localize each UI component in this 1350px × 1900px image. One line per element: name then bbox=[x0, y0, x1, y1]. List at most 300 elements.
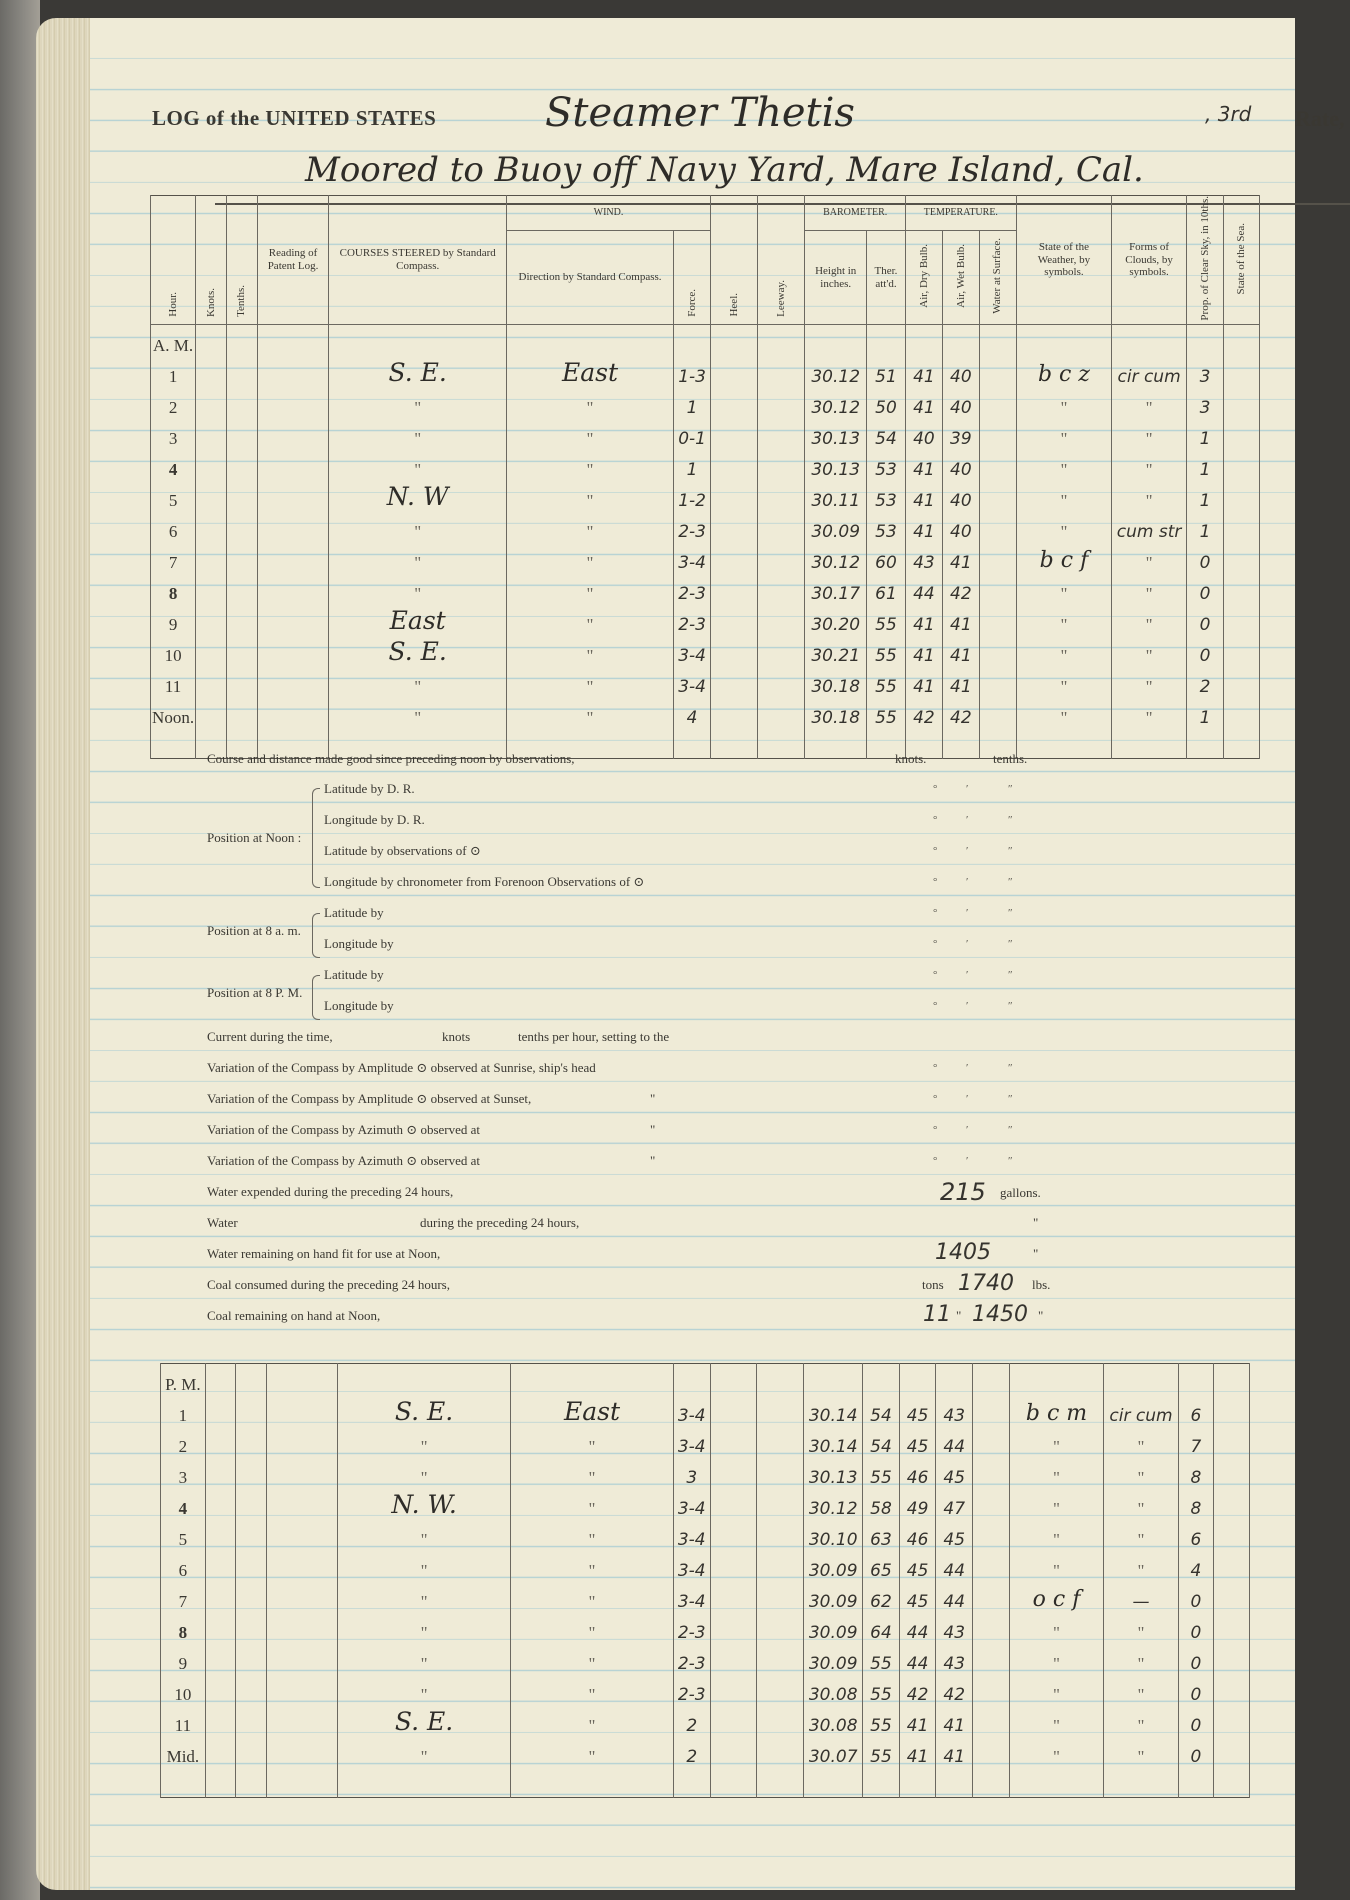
dms-deg-mark: ° bbox=[933, 876, 938, 888]
position-8pm-label: Position at 8 P. M. bbox=[207, 985, 303, 1000]
am-hour-cell: 7 bbox=[151, 542, 196, 573]
lon-8pm: Longitude by bbox=[324, 998, 394, 1013]
am-rows bbox=[151, 356, 1260, 728]
course-line: Course and distance made good since preceding noon by observations, bbox=[207, 751, 575, 766]
am-wind-cell: East bbox=[506, 356, 673, 387]
pm-force-cell: 3-4 bbox=[673, 1488, 710, 1519]
pm-wet-cell: 45 bbox=[936, 1519, 973, 1550]
pm-weather-cell: " bbox=[1009, 1736, 1104, 1767]
pm-clouds-cell: " bbox=[1104, 1643, 1178, 1674]
pm-clear-cell: 0 bbox=[1178, 1612, 1214, 1643]
vessel-name: Steamer Thetis bbox=[545, 90, 855, 136]
am-table-header bbox=[151, 196, 1260, 325]
am-force-cell: 2-3 bbox=[674, 604, 711, 635]
dms-sec-mark: ″ bbox=[1008, 783, 1013, 795]
position-8am-label: Position at 8 a. m. bbox=[207, 923, 301, 938]
am-wet-cell: 40 bbox=[942, 480, 979, 511]
am-ther-cell: 53 bbox=[866, 511, 905, 542]
pm-clouds-cell: " bbox=[1104, 1705, 1178, 1736]
am-row bbox=[151, 418, 1260, 449]
am-row bbox=[151, 573, 1260, 604]
dms-sec-mark: ″ bbox=[1008, 814, 1013, 826]
pm-dry-cell: 41 bbox=[899, 1705, 936, 1736]
am-course-cell: N. W bbox=[329, 480, 506, 511]
pm-clouds-cell: " bbox=[1104, 1736, 1178, 1767]
am-ther-cell: 55 bbox=[866, 697, 905, 728]
col-patent-log: Reading of Patent Log. bbox=[267, 247, 319, 273]
am-height-cell: 30.13 bbox=[805, 449, 867, 480]
dms-sec-mark: ″ bbox=[1008, 1124, 1013, 1136]
am-clouds-cell: cum str bbox=[1112, 511, 1187, 542]
dms-min-mark: ′ bbox=[966, 907, 969, 919]
water-expended-value: 215 bbox=[940, 1178, 986, 1206]
coal-consumed-label: Coal consumed during the preceding 24 hours, bbox=[207, 1277, 450, 1292]
pm-hour-cell: 8 bbox=[161, 1612, 206, 1643]
pm-clouds-cell: cir cum bbox=[1104, 1395, 1178, 1426]
dms-deg-mark: ° bbox=[933, 938, 938, 950]
am-height-cell: 30.20 bbox=[805, 604, 867, 635]
current-knots: knots bbox=[442, 1029, 471, 1044]
ditto-az-2: " bbox=[650, 1153, 656, 1168]
pm-ther-cell: 64 bbox=[863, 1612, 900, 1643]
am-hour-cell: Noon. bbox=[151, 697, 196, 728]
col-clouds: Forms of Clouds, by symbols. bbox=[1125, 241, 1173, 279]
pm-clouds-cell: " bbox=[1104, 1550, 1178, 1581]
pm-force-cell: 2 bbox=[673, 1705, 710, 1736]
pm-clouds-cell: " bbox=[1104, 1519, 1178, 1550]
pm-clouds-cell: — bbox=[1104, 1581, 1178, 1612]
dms-deg-mark: ° bbox=[933, 1062, 938, 1074]
pm-course-cell: " bbox=[338, 1736, 511, 1767]
am-force-cell: 2-3 bbox=[674, 511, 711, 542]
water-remaining-label: Water remaining on hand fit for use at Noon, bbox=[207, 1246, 441, 1261]
pm-hour-cell: 5 bbox=[161, 1519, 206, 1550]
pm-row bbox=[161, 1705, 1250, 1736]
pm-weather-cell: " bbox=[1009, 1643, 1104, 1674]
pm-wind-cell: " bbox=[511, 1705, 674, 1736]
am-clear-cell: 0 bbox=[1187, 542, 1224, 573]
pm-weather-cell: " bbox=[1009, 1426, 1104, 1457]
pm-wind-cell: East bbox=[511, 1395, 674, 1426]
pm-row bbox=[161, 1488, 1250, 1519]
am-wet-cell: 40 bbox=[942, 356, 979, 387]
dms-sec-mark: ″ bbox=[1008, 876, 1013, 888]
am-force-cell: 3-4 bbox=[674, 666, 711, 697]
am-course-cell: " bbox=[329, 418, 506, 449]
pm-hour-cell: Mid. bbox=[161, 1736, 206, 1767]
am-wind-cell: " bbox=[506, 542, 673, 573]
pm-row bbox=[161, 1674, 1250, 1705]
pm-wind-cell: " bbox=[511, 1674, 674, 1705]
position-noon-label: Position at Noon : bbox=[207, 830, 302, 845]
pm-hour-cell: 10 bbox=[161, 1674, 206, 1705]
dms-sec-mark: ″ bbox=[1008, 1000, 1013, 1012]
dms-deg-mark: ° bbox=[933, 814, 938, 826]
am-ther-cell: 51 bbox=[866, 356, 905, 387]
pm-course-cell: " bbox=[338, 1612, 511, 1643]
col-weather: State of the Weather, by symbols. bbox=[1037, 241, 1091, 279]
pm-height-cell: 30.14 bbox=[804, 1395, 863, 1426]
col-sea: State of the Sea. bbox=[1235, 222, 1248, 295]
am-weather-cell: " bbox=[1016, 604, 1111, 635]
pm-weather-cell: " bbox=[1009, 1674, 1104, 1705]
gallons-label: gallons. bbox=[1000, 1185, 1041, 1200]
pm-wind-cell: " bbox=[511, 1581, 674, 1612]
am-height-cell: 30.12 bbox=[805, 356, 867, 387]
pm-row bbox=[161, 1736, 1250, 1767]
am-clear-cell: 1 bbox=[1187, 449, 1224, 480]
am-height-cell: 30.17 bbox=[805, 573, 867, 604]
pm-ther-cell: 55 bbox=[863, 1643, 900, 1674]
dms-deg-mark: ° bbox=[933, 1155, 938, 1167]
pm-force-cell: 3-4 bbox=[673, 1426, 710, 1457]
water-expended-label: Water expended during the preceding 24 hours, bbox=[207, 1184, 454, 1199]
am-clear-cell: 2 bbox=[1187, 666, 1224, 697]
log-title: LOG of the UNITED STATES bbox=[152, 106, 437, 130]
dms-deg-mark: ° bbox=[933, 969, 938, 981]
col-tenths: Tenths. bbox=[235, 284, 248, 317]
pm-wet-cell: 47 bbox=[936, 1488, 973, 1519]
am-weather-cell: " bbox=[1016, 573, 1111, 604]
am-dry-cell: 42 bbox=[905, 697, 942, 728]
pm-force-cell: 3 bbox=[673, 1457, 710, 1488]
am-height-cell: 30.12 bbox=[805, 387, 867, 418]
am-table-body bbox=[151, 325, 1260, 356]
pm-hour-cell: 1 bbox=[161, 1395, 206, 1426]
pm-height-cell: 30.09 bbox=[804, 1550, 863, 1581]
am-row bbox=[151, 604, 1260, 635]
am-wet-cell: 40 bbox=[942, 511, 979, 542]
pm-height-cell: 30.12 bbox=[804, 1488, 863, 1519]
am-wind-cell: " bbox=[506, 480, 673, 511]
am-clear-cell: 1 bbox=[1187, 418, 1224, 449]
dms-min-mark: ′ bbox=[966, 1000, 969, 1012]
pm-clear-cell: 0 bbox=[1178, 1705, 1214, 1736]
am-label: A. M. bbox=[151, 325, 196, 356]
pm-clear-cell: 7 bbox=[1178, 1426, 1214, 1457]
am-hour-cell: 9 bbox=[151, 604, 196, 635]
am-course-cell: " bbox=[329, 666, 506, 697]
current-label: Current during the time, bbox=[207, 1029, 333, 1044]
pm-weather-cell: " bbox=[1009, 1519, 1104, 1550]
pm-dry-cell: 42 bbox=[899, 1674, 936, 1705]
am-course-cell: S. E. bbox=[329, 635, 506, 666]
am-wind-cell: " bbox=[506, 697, 673, 728]
am-weather-cell: " bbox=[1016, 635, 1111, 666]
col-heel: Heel. bbox=[727, 293, 740, 317]
am-force-cell: 1-3 bbox=[674, 356, 711, 387]
am-force-cell: 1 bbox=[674, 387, 711, 418]
dms-min-mark: ′ bbox=[966, 845, 969, 857]
ditto-coal-b: " bbox=[1038, 1308, 1044, 1323]
pm-dry-cell: 44 bbox=[899, 1643, 936, 1674]
dms-sec-mark: ″ bbox=[1008, 938, 1013, 950]
dms-deg-mark: ° bbox=[933, 907, 938, 919]
lat-8am: Latitude by bbox=[324, 905, 384, 920]
pm-course-cell: " bbox=[338, 1581, 511, 1612]
pm-weather-cell: " bbox=[1009, 1457, 1104, 1488]
col-water-surface: Water at Surface. bbox=[991, 237, 1004, 314]
var-azimuth-1: Variation of the Compass by Azimuth ⊙ observed at bbox=[207, 1122, 481, 1137]
pm-wet-cell: 44 bbox=[936, 1426, 973, 1457]
knots-label: knots. bbox=[895, 751, 927, 766]
pm-wind-cell: " bbox=[511, 1457, 674, 1488]
am-force-cell: 2-3 bbox=[674, 573, 711, 604]
dms-min-mark: ′ bbox=[966, 969, 969, 981]
col-courses: COURSES STEERED by Standard Compass. bbox=[339, 247, 496, 273]
am-wet-cell: 41 bbox=[942, 542, 979, 573]
pm-height-cell: 30.08 bbox=[804, 1674, 863, 1705]
am-wind-cell: " bbox=[506, 666, 673, 697]
am-clear-cell: 3 bbox=[1187, 387, 1224, 418]
pm-clear-cell: 0 bbox=[1178, 1581, 1214, 1612]
pm-ther-cell: 55 bbox=[863, 1674, 900, 1705]
am-ther-cell: 61 bbox=[866, 573, 905, 604]
pm-ther-cell: 63 bbox=[863, 1519, 900, 1550]
col-wind: WIND. bbox=[593, 207, 624, 219]
am-dry-cell: 44 bbox=[905, 573, 942, 604]
am-ther-cell: 55 bbox=[866, 635, 905, 666]
pm-row bbox=[161, 1612, 1250, 1643]
dms-sec-mark: ″ bbox=[1008, 969, 1013, 981]
am-wet-cell: 41 bbox=[942, 635, 979, 666]
pm-wind-cell: " bbox=[511, 1643, 674, 1674]
pm-wet-cell: 42 bbox=[936, 1674, 973, 1705]
am-ther-cell: 54 bbox=[866, 418, 905, 449]
am-row bbox=[151, 511, 1260, 542]
am-weather-cell: b c z bbox=[1016, 356, 1111, 387]
am-wet-cell: 39 bbox=[942, 418, 979, 449]
pm-hour-cell: 11 bbox=[161, 1705, 206, 1736]
pm-dry-cell: 44 bbox=[899, 1612, 936, 1643]
am-height-cell: 30.13 bbox=[805, 418, 867, 449]
pm-dry-cell: 45 bbox=[899, 1395, 936, 1426]
pm-wind-cell: " bbox=[511, 1488, 674, 1519]
am-clear-cell: 0 bbox=[1187, 635, 1224, 666]
am-hour-cell: 3 bbox=[151, 418, 196, 449]
pm-wind-cell: " bbox=[511, 1426, 674, 1457]
pm-hour-cell: 7 bbox=[161, 1581, 206, 1612]
am-dry-cell: 40 bbox=[905, 418, 942, 449]
pm-ther-cell: 54 bbox=[863, 1426, 900, 1457]
brace-8pm bbox=[312, 975, 320, 1020]
col-barometer: BAROMETER. bbox=[823, 207, 888, 219]
am-clear-cell: 1 bbox=[1187, 511, 1224, 542]
am-course-cell: S. E. bbox=[329, 356, 506, 387]
pm-row bbox=[161, 1395, 1250, 1426]
am-clear-cell: 0 bbox=[1187, 604, 1224, 635]
am-hour-cell: 11 bbox=[151, 666, 196, 697]
pm-clear-cell: 8 bbox=[1178, 1457, 1214, 1488]
pm-ther-cell: 62 bbox=[863, 1581, 900, 1612]
pm-weather-cell: " bbox=[1009, 1612, 1104, 1643]
col-knots: Knots. bbox=[204, 287, 217, 317]
pm-row bbox=[161, 1643, 1250, 1674]
dms-sec-mark: ″ bbox=[1008, 1155, 1013, 1167]
am-dry-cell: 41 bbox=[905, 666, 942, 697]
am-dry-cell: 41 bbox=[905, 387, 942, 418]
am-row bbox=[151, 697, 1260, 728]
pm-force-cell: 3-4 bbox=[673, 1581, 710, 1612]
lbs-label: lbs. bbox=[1032, 1277, 1051, 1292]
pm-weather-cell: o c f bbox=[1009, 1581, 1104, 1612]
current-tenths: tenths per hour, setting to the bbox=[518, 1029, 670, 1044]
am-wind-cell: " bbox=[506, 387, 673, 418]
am-dry-cell: 41 bbox=[905, 480, 942, 511]
am-wet-cell: 40 bbox=[942, 387, 979, 418]
pm-hour-cell: 6 bbox=[161, 1550, 206, 1581]
dms-deg-mark: ° bbox=[933, 783, 938, 795]
dms-min-mark: ′ bbox=[966, 814, 969, 826]
pm-wind-cell: " bbox=[511, 1612, 674, 1643]
lon-chron: Longitude by chronometer from Forenoon Observations of ⊙ bbox=[324, 874, 645, 889]
am-course-cell: " bbox=[329, 449, 506, 480]
pm-course-cell: " bbox=[338, 1550, 511, 1581]
dms-deg-mark: ° bbox=[933, 1093, 938, 1105]
am-dry-cell: 41 bbox=[905, 511, 942, 542]
am-row bbox=[151, 387, 1260, 418]
col-temperature: TEMPERATURE. bbox=[923, 207, 998, 219]
pm-course-cell: " bbox=[338, 1643, 511, 1674]
am-wet-cell: 40 bbox=[942, 449, 979, 480]
am-clouds-cell: cir cum bbox=[1112, 356, 1187, 387]
pm-ther-cell: 55 bbox=[863, 1705, 900, 1736]
pm-dry-cell: 45 bbox=[899, 1550, 936, 1581]
am-height-cell: 30.18 bbox=[805, 666, 867, 697]
pm-height-cell: 30.08 bbox=[804, 1705, 863, 1736]
pm-wind-cell: " bbox=[511, 1550, 674, 1581]
pm-force-cell: 2 bbox=[673, 1736, 710, 1767]
am-hour-cell: 4 bbox=[151, 449, 196, 480]
pm-clear-cell: 4 bbox=[1178, 1550, 1214, 1581]
am-ther-cell: 55 bbox=[866, 604, 905, 635]
am-row bbox=[151, 449, 1260, 480]
pm-row bbox=[161, 1550, 1250, 1581]
book-spine bbox=[0, 0, 40, 1900]
am-course-cell: " bbox=[329, 573, 506, 604]
pm-wind-cell: " bbox=[511, 1736, 674, 1767]
pm-force-cell: 2-3 bbox=[673, 1612, 710, 1643]
pm-course-cell: " bbox=[338, 1457, 511, 1488]
col-leeway: Leeway. bbox=[775, 279, 787, 317]
am-wet-cell: 41 bbox=[942, 666, 979, 697]
dms-sec-mark: ″ bbox=[1008, 1093, 1013, 1105]
am-wet-cell: 42 bbox=[942, 697, 979, 728]
pm-clear-cell: 0 bbox=[1178, 1674, 1214, 1705]
pm-log-table bbox=[160, 1363, 1250, 1798]
am-height-cell: 30.21 bbox=[805, 635, 867, 666]
am-clear-cell: 1 bbox=[1187, 480, 1224, 511]
am-clouds-cell: " bbox=[1112, 418, 1187, 449]
am-dry-cell: 43 bbox=[905, 542, 942, 573]
pm-wet-cell: 44 bbox=[936, 1550, 973, 1581]
pm-course-cell: S. E. bbox=[338, 1395, 511, 1426]
am-height-cell: 30.18 bbox=[805, 697, 867, 728]
am-clouds-cell: " bbox=[1112, 480, 1187, 511]
am-row bbox=[151, 480, 1260, 511]
pm-force-cell: 2-3 bbox=[673, 1643, 710, 1674]
water-remaining-value: 1405 bbox=[935, 1240, 991, 1265]
ditto-az-1: " bbox=[650, 1122, 656, 1137]
am-weather-cell: " bbox=[1016, 697, 1111, 728]
pm-force-cell: 3-4 bbox=[673, 1395, 710, 1426]
pm-wind-cell: " bbox=[511, 1519, 674, 1550]
am-wind-cell: " bbox=[506, 449, 673, 480]
am-row bbox=[151, 356, 1260, 387]
am-course-cell: " bbox=[329, 387, 506, 418]
coal-remaining-label: Coal remaining on hand at Noon, bbox=[207, 1308, 381, 1323]
ditto-water: " bbox=[1033, 1215, 1039, 1230]
dms-deg-mark: ° bbox=[933, 1000, 938, 1012]
am-force-cell: 3-4 bbox=[674, 635, 711, 666]
am-clouds-cell: " bbox=[1112, 604, 1187, 635]
pm-height-cell: 30.09 bbox=[804, 1581, 863, 1612]
pm-force-cell: 3-4 bbox=[673, 1550, 710, 1581]
am-force-cell: 4 bbox=[674, 697, 711, 728]
lat-obs: Latitude by observations of ⊙ bbox=[324, 843, 481, 858]
water-label: Water bbox=[207, 1215, 238, 1230]
col-clear-sky: Prop. of Clear Sky, in 10ths. bbox=[1198, 196, 1211, 321]
pm-dry-cell: 46 bbox=[899, 1519, 936, 1550]
am-weather-cell: " bbox=[1016, 449, 1111, 480]
am-clear-cell: 1 bbox=[1187, 697, 1224, 728]
var-sunset: Variation of the Compass by Amplitude ⊙ observed at Sunset, bbox=[207, 1091, 532, 1106]
lat-8pm: Latitude by bbox=[324, 967, 384, 982]
am-dry-cell: 41 bbox=[905, 604, 942, 635]
am-wet-cell: 41 bbox=[942, 604, 979, 635]
am-force-cell: 0-1 bbox=[674, 418, 711, 449]
pm-ther-cell: 54 bbox=[863, 1395, 900, 1426]
pm-clear-cell: 6 bbox=[1178, 1395, 1214, 1426]
pm-weather-cell: " bbox=[1009, 1705, 1104, 1736]
pm-height-cell: 30.13 bbox=[804, 1457, 863, 1488]
pm-dry-cell: 45 bbox=[899, 1581, 936, 1612]
am-hour-cell: 5 bbox=[151, 480, 196, 511]
am-hour-cell: 2 bbox=[151, 387, 196, 418]
am-clear-cell: 3 bbox=[1187, 356, 1224, 387]
pm-height-cell: 30.09 bbox=[804, 1612, 863, 1643]
am-height-cell: 30.11 bbox=[805, 480, 867, 511]
coal-remaining-lbs: 1450 bbox=[972, 1302, 1028, 1327]
col-baro-height: Height in inches. bbox=[815, 265, 857, 290]
pm-weather-cell: b c m bbox=[1009, 1395, 1104, 1426]
dms-min-mark: ′ bbox=[966, 876, 969, 888]
pm-wet-cell: 41 bbox=[936, 1705, 973, 1736]
pm-clear-cell: 6 bbox=[1178, 1519, 1214, 1550]
am-clouds-cell: " bbox=[1112, 697, 1187, 728]
var-sunrise: Variation of the Compass by Amplitude ⊙ observed at Sunrise, ship's head bbox=[207, 1060, 596, 1075]
pm-dry-cell: 45 bbox=[899, 1426, 936, 1457]
pm-hour-cell: 9 bbox=[161, 1643, 206, 1674]
pm-wet-cell: 43 bbox=[936, 1612, 973, 1643]
am-ther-cell: 53 bbox=[866, 480, 905, 511]
pm-wet-cell: 44 bbox=[936, 1581, 973, 1612]
am-wind-cell: " bbox=[506, 635, 673, 666]
am-force-cell: 3-4 bbox=[674, 542, 711, 573]
lon-dr: Longitude by D. R. bbox=[324, 812, 425, 827]
am-hour-cell: 1 bbox=[151, 356, 196, 387]
pm-force-cell: 3-4 bbox=[673, 1519, 710, 1550]
am-row bbox=[151, 666, 1260, 697]
pm-dry-cell: 49 bbox=[899, 1488, 936, 1519]
pm-height-cell: 30.14 bbox=[804, 1426, 863, 1457]
am-weather-cell: " bbox=[1016, 480, 1111, 511]
am-clouds-cell: " bbox=[1112, 573, 1187, 604]
rate-label: Rate, bbox=[1295, 106, 1345, 131]
pm-ther-cell: 58 bbox=[863, 1488, 900, 1519]
col-hour: Hour. bbox=[166, 291, 179, 317]
pm-force-cell: 2-3 bbox=[673, 1674, 710, 1705]
